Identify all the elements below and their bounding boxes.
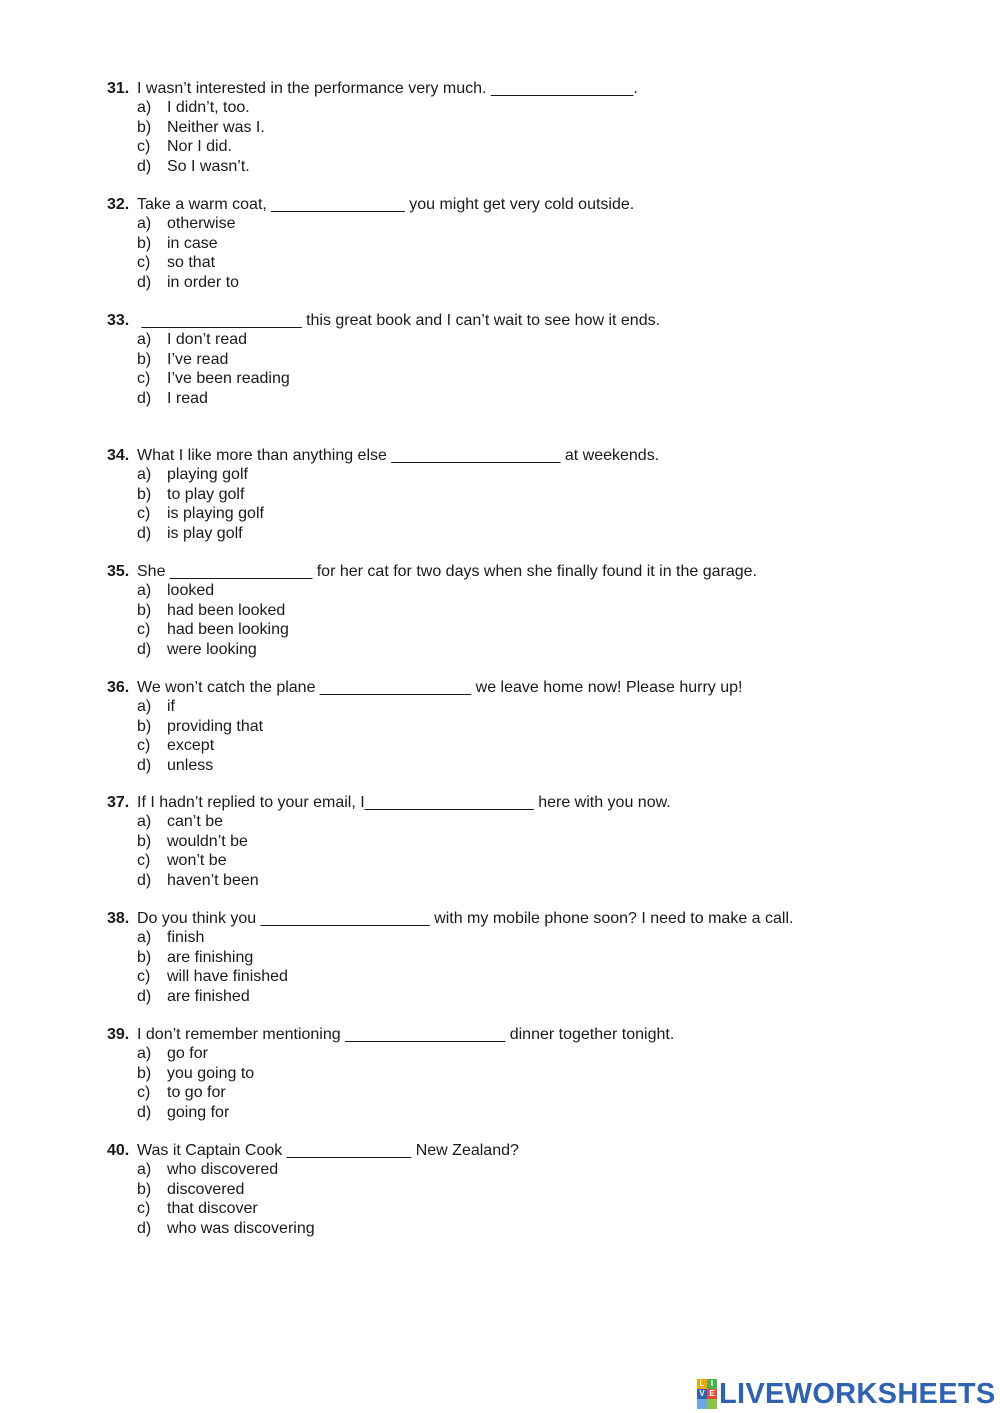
option-c[interactable] bbox=[107, 504, 659, 523]
option-text: I don’t read bbox=[167, 331, 248, 349]
option-text: who discovered bbox=[167, 1161, 279, 1179]
question-number: 34. bbox=[107, 447, 130, 464]
option-text: can’t be bbox=[167, 813, 224, 831]
logo-cell bbox=[707, 1399, 717, 1409]
option-text: I’ve read bbox=[167, 350, 229, 368]
option-text: I read bbox=[167, 389, 208, 407]
logo-cell: L bbox=[697, 1379, 707, 1389]
option-text: finish bbox=[167, 929, 205, 947]
question-text: __________________ this great book and I can’t wait to see how it ends. bbox=[137, 312, 661, 329]
option-d[interactable] bbox=[107, 157, 638, 176]
option-c[interactable] bbox=[107, 851, 671, 870]
question-38 bbox=[107, 909, 793, 1006]
option-letter: a) bbox=[137, 215, 152, 233]
option-text: go for bbox=[167, 1045, 208, 1063]
option-letter: c) bbox=[137, 852, 151, 870]
option-text: providing that bbox=[167, 717, 264, 735]
question-number: 40. bbox=[107, 1142, 130, 1159]
option-letter: b) bbox=[137, 832, 152, 850]
option-text: is play golf bbox=[167, 524, 243, 542]
option-b[interactable] bbox=[107, 350, 660, 369]
option-letter: b) bbox=[137, 350, 152, 368]
option-letter: b) bbox=[137, 948, 152, 966]
question-text: I wasn’t interested in the performance very much. ________________. bbox=[137, 80, 638, 97]
option-text: I didn’t, too. bbox=[167, 99, 250, 117]
option-letter: a) bbox=[137, 1161, 152, 1179]
option-text: playing golf bbox=[167, 466, 248, 484]
option-text: you going to bbox=[167, 1064, 255, 1082]
option-letter: c) bbox=[137, 737, 151, 755]
option-b[interactable] bbox=[107, 1180, 519, 1199]
option-text: in case bbox=[167, 234, 218, 252]
question-34 bbox=[107, 446, 659, 543]
option-b[interactable] bbox=[107, 948, 793, 967]
logo-cell bbox=[697, 1399, 707, 1409]
option-letter: d) bbox=[137, 157, 152, 175]
option-text: that discover bbox=[167, 1200, 258, 1218]
option-letter: a) bbox=[137, 331, 152, 349]
logo-mark-icon bbox=[697, 1379, 717, 1409]
option-letter: c) bbox=[137, 138, 151, 156]
option-d[interactable] bbox=[107, 524, 659, 543]
option-letter: b) bbox=[137, 601, 152, 619]
option-c[interactable] bbox=[107, 137, 638, 156]
option-b[interactable] bbox=[107, 832, 671, 851]
question-number: 39. bbox=[107, 1026, 130, 1043]
question-number: 33. bbox=[107, 312, 130, 329]
option-d[interactable] bbox=[107, 389, 660, 408]
option-letter: d) bbox=[137, 640, 152, 658]
option-a[interactable] bbox=[107, 330, 660, 349]
option-text: won’t be bbox=[167, 852, 227, 870]
question-number: 35. bbox=[107, 563, 130, 580]
option-letter: a) bbox=[137, 698, 152, 716]
option-text: if bbox=[167, 698, 175, 716]
option-b[interactable] bbox=[107, 1064, 674, 1083]
question-text: What I like more than anything else ___________________ at weekends. bbox=[137, 447, 660, 464]
option-c[interactable] bbox=[107, 369, 660, 388]
question-number: 32. bbox=[107, 196, 130, 213]
option-letter: c) bbox=[137, 505, 151, 523]
option-a[interactable] bbox=[107, 1160, 519, 1179]
option-text: so that bbox=[167, 254, 216, 272]
option-letter: a) bbox=[137, 99, 152, 117]
option-letter: c) bbox=[137, 370, 151, 388]
option-text: who was discovering bbox=[167, 1219, 315, 1237]
logo-cell: I bbox=[707, 1379, 717, 1389]
logo-cell: V bbox=[697, 1389, 707, 1399]
option-letter: c) bbox=[137, 621, 151, 639]
option-letter: d) bbox=[137, 987, 152, 1005]
option-text: is playing golf bbox=[167, 505, 264, 523]
option-text: to go for bbox=[167, 1084, 226, 1102]
option-letter: d) bbox=[137, 871, 152, 889]
option-b[interactable] bbox=[107, 717, 742, 736]
option-d[interactable] bbox=[107, 756, 742, 775]
option-d[interactable] bbox=[107, 987, 793, 1006]
option-text: going for bbox=[167, 1103, 230, 1121]
question-33 bbox=[107, 311, 660, 408]
question-text: Take a warm coat, _______________ you might get very cold outside. bbox=[137, 196, 635, 213]
option-text: except bbox=[167, 737, 215, 755]
option-letter: a) bbox=[137, 466, 152, 484]
option-letter: a) bbox=[137, 582, 152, 600]
logo-cell: E bbox=[707, 1389, 717, 1399]
option-letter: d) bbox=[137, 1103, 152, 1121]
option-a[interactable] bbox=[107, 1044, 674, 1063]
option-text: had been looked bbox=[167, 601, 286, 619]
option-text: in order to bbox=[167, 273, 240, 291]
option-letter: a) bbox=[137, 813, 152, 831]
option-c[interactable] bbox=[107, 1083, 674, 1102]
question-32 bbox=[107, 195, 634, 292]
option-d[interactable] bbox=[107, 640, 757, 659]
option-letter: c) bbox=[137, 968, 151, 986]
option-letter: c) bbox=[137, 1084, 151, 1102]
question-text: I don’t remember mentioning __________________ dinner together tonight. bbox=[137, 1026, 675, 1043]
question-31 bbox=[107, 79, 638, 176]
option-text: discovered bbox=[167, 1180, 245, 1198]
option-d[interactable] bbox=[107, 871, 671, 890]
option-letter: d) bbox=[137, 273, 152, 291]
option-letter: d) bbox=[137, 524, 152, 542]
option-text: are finishing bbox=[167, 948, 254, 966]
option-b[interactable] bbox=[107, 601, 757, 620]
question-number: 37. bbox=[107, 794, 130, 811]
option-text: So I wasn’t. bbox=[167, 157, 250, 175]
option-b[interactable] bbox=[107, 234, 634, 253]
question-text: We won’t catch the plane _________________ we leave home now! Please hurry up! bbox=[137, 679, 743, 696]
option-a[interactable] bbox=[107, 581, 757, 600]
option-a[interactable] bbox=[107, 465, 659, 484]
option-b[interactable] bbox=[107, 118, 638, 137]
option-letter: a) bbox=[137, 1045, 152, 1063]
question-text: If I hadn’t replied to your email, I___________________ here with you now. bbox=[137, 794, 671, 811]
option-letter: b) bbox=[137, 485, 152, 503]
liveworksheets-logo[interactable] bbox=[697, 1379, 996, 1409]
option-text: unless bbox=[167, 756, 214, 774]
option-text: Nor I did. bbox=[167, 138, 232, 156]
option-letter: d) bbox=[137, 389, 152, 407]
option-letter: b) bbox=[137, 1064, 152, 1082]
question-number: 31. bbox=[107, 80, 130, 97]
option-letter: d) bbox=[137, 1219, 152, 1237]
option-text: were looking bbox=[167, 640, 257, 658]
option-c[interactable] bbox=[107, 1199, 519, 1218]
option-d[interactable] bbox=[107, 273, 634, 292]
option-text: Neither was I. bbox=[167, 118, 265, 136]
option-c[interactable] bbox=[107, 620, 757, 639]
option-letter: b) bbox=[137, 234, 152, 252]
option-letter: b) bbox=[137, 717, 152, 735]
question-number: 36. bbox=[107, 679, 130, 696]
option-text: had been looking bbox=[167, 621, 289, 639]
option-c[interactable] bbox=[107, 253, 634, 272]
option-text: wouldn’t be bbox=[167, 832, 248, 850]
option-text: to play golf bbox=[167, 485, 245, 503]
option-b[interactable] bbox=[107, 485, 659, 504]
option-a[interactable] bbox=[107, 928, 793, 947]
question-36 bbox=[107, 678, 742, 775]
option-letter: a) bbox=[137, 929, 152, 947]
option-text: looked bbox=[167, 582, 215, 600]
logo-text: LIVEWORKSHEETS bbox=[719, 1378, 996, 1410]
question-37 bbox=[107, 793, 671, 890]
option-text: will have finished bbox=[167, 968, 288, 986]
question-40 bbox=[107, 1141, 519, 1238]
option-letter: b) bbox=[137, 1180, 152, 1198]
option-d[interactable] bbox=[107, 1103, 674, 1122]
question-35 bbox=[107, 562, 757, 659]
option-c[interactable] bbox=[107, 967, 793, 986]
question-text: Do you think you ___________________ with my mobile phone soon? I need to make a call. bbox=[137, 910, 794, 927]
option-text: otherwise bbox=[167, 215, 236, 233]
option-a[interactable] bbox=[107, 697, 742, 716]
question-number: 38. bbox=[107, 910, 130, 927]
option-c[interactable] bbox=[107, 736, 742, 755]
option-a[interactable] bbox=[107, 214, 634, 233]
option-letter: d) bbox=[137, 756, 152, 774]
option-a[interactable] bbox=[107, 98, 638, 117]
option-text: are finished bbox=[167, 987, 250, 1005]
question-text: Was it Captain Cook ______________ New Zealand? bbox=[137, 1142, 519, 1159]
question-39 bbox=[107, 1025, 674, 1122]
question-text: She ________________ for her cat for two days when she finally found it in the garage. bbox=[137, 563, 757, 580]
option-text: haven’t been bbox=[167, 871, 259, 889]
option-text: I’ve been reading bbox=[167, 370, 290, 388]
option-letter: b) bbox=[137, 118, 152, 136]
option-letter: c) bbox=[137, 254, 151, 272]
option-letter: c) bbox=[137, 1200, 151, 1218]
option-d[interactable] bbox=[107, 1219, 519, 1238]
option-a[interactable] bbox=[107, 812, 671, 831]
